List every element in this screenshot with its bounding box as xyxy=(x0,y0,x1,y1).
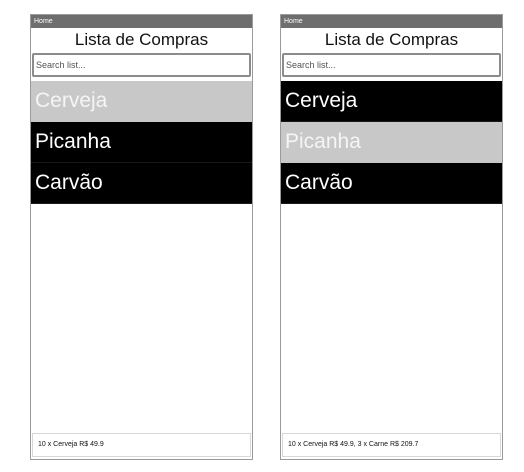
screen-right xyxy=(280,14,503,460)
page-title: Lista de Compras xyxy=(324,30,459,49)
order-summary: 10 x Cerveja R$ 49.9 xyxy=(32,433,251,457)
list-item-picanha[interactable]: Picanha xyxy=(281,122,502,163)
search-input[interactable] xyxy=(282,53,501,77)
screen-left xyxy=(30,14,253,460)
list-item-picanha[interactable]: Picanha xyxy=(31,122,252,163)
shopping-list xyxy=(31,81,252,204)
shopping-list xyxy=(281,81,502,204)
status-bar xyxy=(281,15,502,28)
status-label: Home xyxy=(284,18,303,25)
order-summary: 10 x Cerveja R$ 49.9, 3 x Carne R$ 209.7 xyxy=(282,433,501,457)
list-item-carvao[interactable]: Carvão xyxy=(31,163,252,204)
list-item-cerveja[interactable]: Cerveja xyxy=(31,81,252,122)
status-bar xyxy=(31,15,252,28)
page-title: Lista de Compras xyxy=(74,30,209,49)
list-item-cerveja[interactable]: Cerveja xyxy=(281,81,502,122)
list-item-carvao[interactable]: Carvão xyxy=(281,163,502,204)
status-label: Home xyxy=(34,18,53,25)
search-input[interactable] xyxy=(32,53,251,77)
